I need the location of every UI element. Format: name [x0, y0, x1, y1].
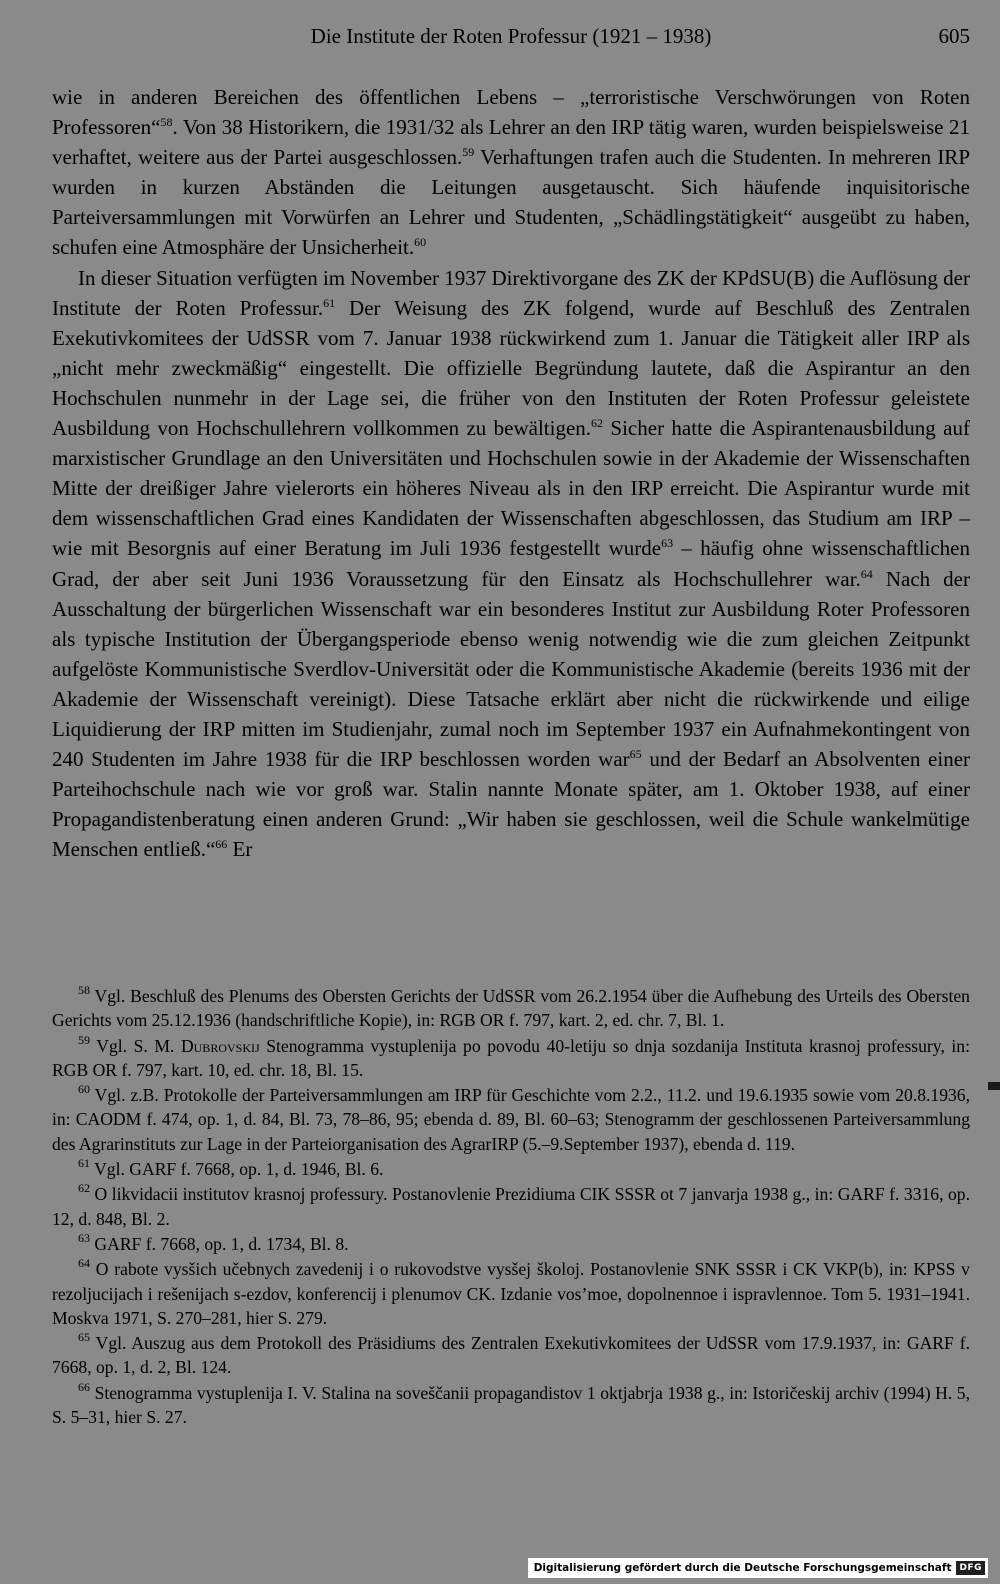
footnotes — [52, 984, 970, 1430]
running-header — [52, 24, 970, 54]
footnote: $^{58}$ Vgl. Beschluß des Plenums des Obersten Gerichts der UdSSR vom 26.2.1954 über die Aufhebung des Urteils des Obersten Gerichts vom 25.12.1936 (handschriftliche Kopie), in: RGB OR f. 797, kart. 2, ed. chr. 7, Bl. 1. — [52, 983, 970, 1031]
running-title: Die Institute der Roten Professur (1921 – 1938) — [310, 24, 712, 48]
dfg-logo: DFG — [955, 1560, 986, 1576]
footnote: $^{62}$ O likvidacii institutov krasnoj professury. Postanovlenie Prezidiuma CIK SSSR ot 7 janvarja 1938 g., in: GARF f. 3316, op. 12, d. 848, Bl. 2. — [52, 1181, 970, 1229]
footnote: $^{61}$ Vgl. GARF f. 7668, op. 1, d. 1946, Bl. 6. — [78, 1156, 384, 1180]
footnote-ref: 64 — [860, 566, 873, 581]
footnote-ref: 65 — [629, 747, 642, 762]
footnote: $^{63}$ GARF f. 7668, op. 1, d. 1734, Bl. 8. — [78, 1230, 349, 1254]
footnote-ref: 61 — [323, 295, 336, 310]
footnote-ref: 62 — [591, 416, 604, 431]
footnote-ref: 66 — [215, 837, 228, 852]
body-text — [52, 82, 970, 864]
footnote-ref: 63 — [661, 536, 674, 551]
footnote: $^{60}$ Vgl. z.B. Protokolle der Parteiversammlungen am IRP für Geschichte vom 2.2., 11.2. und 19.6.1935 sowie vom 20.8.1936, in: CAODM f. 474, op. 1, d. 84, Bl. 73, 78–86, 95; ebenda d. 89, Bl. 60–63; Stenogramm der geschlossenen Parteiversammlung des Agrarinstituts zur Lage in der Parteiorganisation des AgrarIRP (5.–9.September 1937), ebenda d. 119. — [52, 1082, 970, 1154]
footnote-ref: 59 — [462, 145, 475, 160]
scan-edge-mark — [988, 1082, 1000, 1090]
footnote-ref: 60 — [414, 235, 427, 250]
page-number: 605 — [938, 24, 970, 48]
paragraph-2: In dieser Situation verfügten im November 1937 Direktivorgane des ZK der KPdSU(B) die Auflösung der Institute der Roten Professur.$^{61}$ Der Weisung des ZK folgend, wurde auf Beschluß des Zentralen Exekutivkomitees der UdSSR vom 7. Januar 1938 rückwirkend zum 1. Januar die Tätigkeit aller IRP als „nicht mehr zweckmäßig“ eingestellt. Die offizielle Begründung lautete, daß die Aspirantur an den Hochschulen nunmehr in der Lage sei, die früher von den Instituten der Roten Professur geleistete Ausbildung von Hochschullehrern vollkommen zu bewältigen.$^{62}$ Sicher hatte die Aspirantenausbildung auf marxistischer Grundlage an den Universitäten und Hochschulen sowie in der Akademie der Wissenschaften Mitte der dreißiger Jahre vielerorts ein höheres Niveau als in den IRP erreicht. Die Aspirantur wurde mit dem wissenschaftlichen Grad eines Kandidaten der Wissenschaften abgeschlossen, das Studium am IRP – wie mit Besorgnis auf einer Beratung im Juli 1936 festgestellt wurde$^{63}$ – häufig ohne wissenschaftlichen Grad, der aber seit Juni 1936 Voraussetzung für den Einsatz als Hochschullehrer war.$^{64}$ Nach der Ausschaltung der bürgerlichen Wissenschaft war ein besonderes Institut zur Ausbildung Roter Professoren als typische Institution der Übergangsperiode ebenso wenig notwendig wie die zum gleichen Zeitpunkt aufgelöste Kommunistische Sverdlov-Universität oder die Kommunistische Akademie (bereits 1936 mit der Akademie der Wissenschaft vereinigt). Diese Tatsache erklärt aber nicht die rückwirkende und eilige Liquidierung der IRP mitten im Studienjahr, zumal noch im September 1937 ein Aufnahmekontingent von 240 Studenten im Jahre 1938 für die IRP beschlossen worden war$^{65}$ und der Bedarf an Absolventen einer Parteihochschule nach wie vor groß war. Stalin nannte Monate später, am 1. Oktober 1938, auf einer Propagandistenberatung einen anderen Grund: „Wir haben sie geschlossen, weil die Schule wankelmütige Menschen entließ.“$^{66}$ Er — [52, 265, 971, 862]
digitization-credit — [528, 1558, 988, 1578]
paragraph-1: wie in anderen Bereichen des öffentlichen Lebens – „terroristische Verschwörungen von Roten Professoren“$^{58}$. Von 38 Historikern, die 1931/32 als Lehrer an den IRP tätig waren, wurden beispielsweise 21 verhaftet, weitere aus der Partei ausgeschlossen.$^{59}$ Verhaftungen trafen auch die Studenten. In mehreren IRP wurden in kurzen Abständen die Leitungen ausgetauscht. Sich häufende inquisitorische Parteiversammlungen mit Vorwürfen an Lehrer und Studenten, „Schädlingstätigkeit“ ausgeübt zu haben, schufen eine Atmosphäre der Unsicherheit.$^{60}$ — [52, 85, 970, 260]
credit-text: Digitalisierung gefördert durch die Deutsche Forschungsgemeinschaft — [533, 1562, 952, 1574]
footnote-ref: 58 — [160, 115, 173, 130]
footnote: $^{65}$ Vgl. Auszug aus dem Protokoll des Präsidiums des Zentralen Exekutivkomitees der UdSSR vom 17.9.1937, in: GARF f. 7668, op. 1, d. 2, Bl. 124. — [52, 1330, 970, 1378]
footnote: $^{64}$ O rabote vysšich učebnych zavedenij i o rukovodstve vysšej školoj. Postanovlenie SNK SSSR i CK VKP(b), in: KPSS v rezoljucijach i rešenijach s-ezdov, konferencij i plenumov CK. Izdanie vos’moe, dopolnennoe i ispravlennoe. Tom 5. 1931–1941. Moskva 1971, S. 270–281, hier S. 279. — [52, 1256, 970, 1328]
footnote: $^{59}$ Vgl. S. M. Dubrovskij Stenogramma vystuplenija po povodu 40-letiju so dnja sozdanija Instituta krasnoj professury, in: RGB OR f. 797, kart. 10, ed. chr. 18, Bl. 15. — [52, 1032, 970, 1080]
footnote: $^{66}$ Stenogramma vystuplenija I. V. Stalina na soveščanii propagandistov 1 oktjabrja 1938 g., in: Istoričeskij archiv (1994) H. 5, S. 5–31, hier S. 27. — [52, 1379, 970, 1428]
